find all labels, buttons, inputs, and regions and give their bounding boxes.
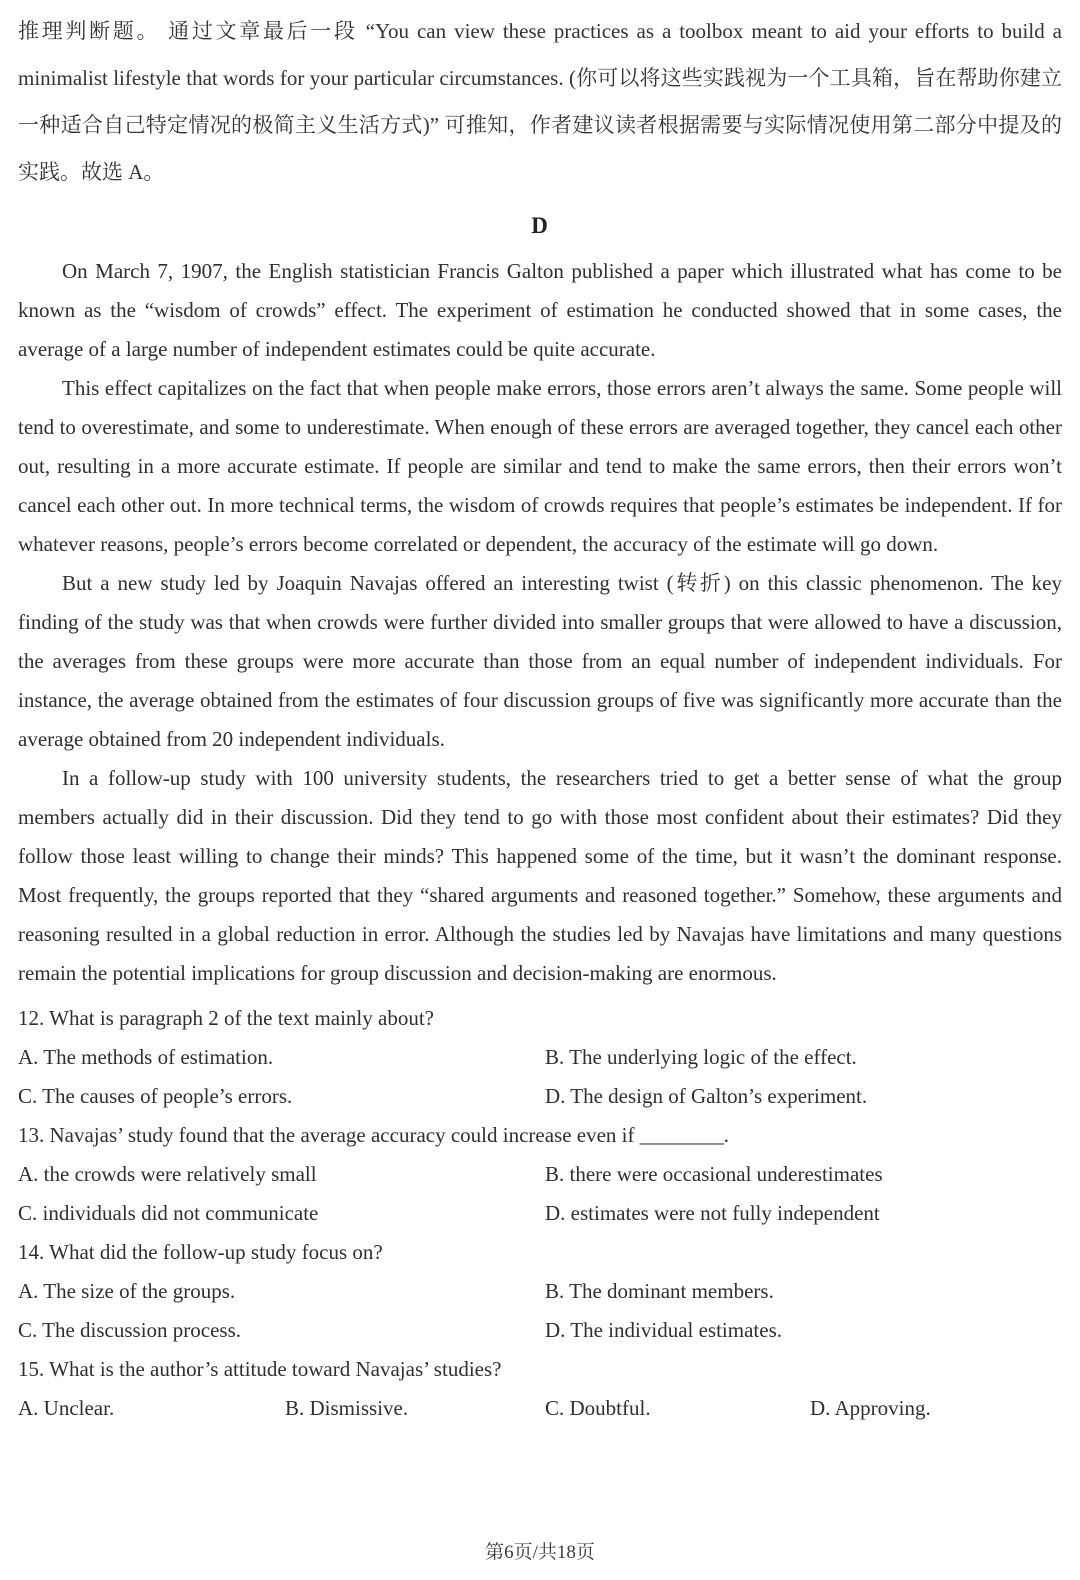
option-c: C. Doubtful. [545,1396,651,1420]
question-13 [18,1116,1062,1233]
option-a: A. the crowds were relatively small [18,1162,317,1186]
option-c: C. individuals did not communicate [18,1201,319,1225]
option-d: D. Approving. [810,1396,931,1420]
option-c: C. The causes of people’s errors. [18,1084,293,1108]
question-15-options [18,1389,1062,1428]
option-a: A. The methods of estimation. [18,1045,274,1069]
answer-explanation: 推理判断题。 通过文章最后一段 “You can view these practices as a toolbox meant to aid your efforts to build a minimalist lifestyle that words for your particular circumstances. (你可以将这些实践视为一个工具箱，旨在帮助你建立一种适合自己特定情况的极简主义生活方式)” 可推知，作者建议读者根据需要与实际情况使用第二部分中提及的实践。故选 A。 [18,19,1062,184]
questions-section [18,999,1062,1428]
option-a: A. The size of the groups. [18,1279,236,1303]
option-d: D. The individual estimates. [545,1318,782,1342]
question-14-stem [18,1233,1062,1272]
option-d: D. estimates were not fully independent [545,1201,880,1225]
option-b: B. there were occasional underestimates [545,1162,883,1186]
question-15 [18,1350,1062,1428]
option-b: B. Dismissive. [285,1396,409,1420]
option-b: B. The underlying logic of the effect. [545,1045,857,1069]
option-a: A. Unclear. [18,1396,115,1420]
question-12 [18,999,1062,1116]
question-15-stem [18,1350,1062,1389]
question-number: 15. [18,1357,45,1381]
question-number: 12. [18,1006,45,1030]
question-number: 13. [18,1123,45,1147]
question-14-options [18,1272,1062,1350]
question-text: Navajas’ study found that the average accuracy could increase even if ________. [49,1123,729,1147]
question-text: What is the author’s attitude toward Navajas’ studies? [49,1357,502,1381]
option-d: D. The design of Galton’s experiment. [545,1084,868,1108]
option-b: B. The dominant members. [545,1279,774,1303]
passage-paragraph-4: In a follow-up study with 100 university students, the researchers tried to get a better sense of what the group members actually did in their discussion. Did they tend to go with those most confident about their estimates? Did they follow those least willing to change their minds? This happened some of the time, but it wasn’t the dominant response. Most frequently, the groups reported that they “shared arguments and reasoned together.” Somehow, these arguments and reasoning resulted in a global reduction in error. Although the studies led by Navajas have limitations and many questions remain the potential implications for group discussion and decision-making are enormous. [18,766,1062,985]
question-12-stem [18,999,1062,1038]
question-12-options [18,1038,1062,1116]
question-text: What did the follow-up study focus on? [49,1240,383,1264]
passage-paragraph-2: This effect capitalizes on the fact that when people make errors, those errors aren’t always the same. Some people will tend to overestimate, and some to underestimate. When enough of these errors are averaged together, they cancel each other out, resulting in a more accurate estimate. If people are similar and tend to make the same errors, then their errors won’t cancel each other out. In more technical terms, the wisdom of crowds requires that people’s estimates be independent. If for whatever reasons, people’s errors become correlated or dependent, the accuracy of the estimate will go down. [18,376,1062,556]
question-number: 14. [18,1240,45,1264]
question-text: What is paragraph 2 of the text mainly about? [49,1006,434,1030]
question-13-options [18,1155,1062,1233]
question-13-stem [18,1116,1062,1155]
page-footer: 第6页/共18页 [485,1542,595,1563]
passage-paragraph-3: But a new study led by Joaquin Navajas offered an interesting twist (转折) on this classic phenomenon. The key finding of the study was that when crowds were further divided into smaller groups that were allowed to have a discussion, the averages from these groups were more accurate than those from an equal number of independent individuals. For instance, the average obtained from the estimates of four discussion groups of five was significantly more accurate than the average obtained from 20 independent individuals. [18,571,1062,751]
passage-section-label: D [531,213,549,238]
question-14 [18,1233,1062,1350]
passage-paragraph-1: On March 7, 1907, the English statistician Francis Galton published a paper which illustrated what has come to be known as the “wisdom of crowds” effect. The experiment of estimation he conducted showed that in some cases, the average of a large number of independent estimates could be quite accurate. [18,259,1062,361]
option-c: C. The discussion process. [18,1318,242,1342]
